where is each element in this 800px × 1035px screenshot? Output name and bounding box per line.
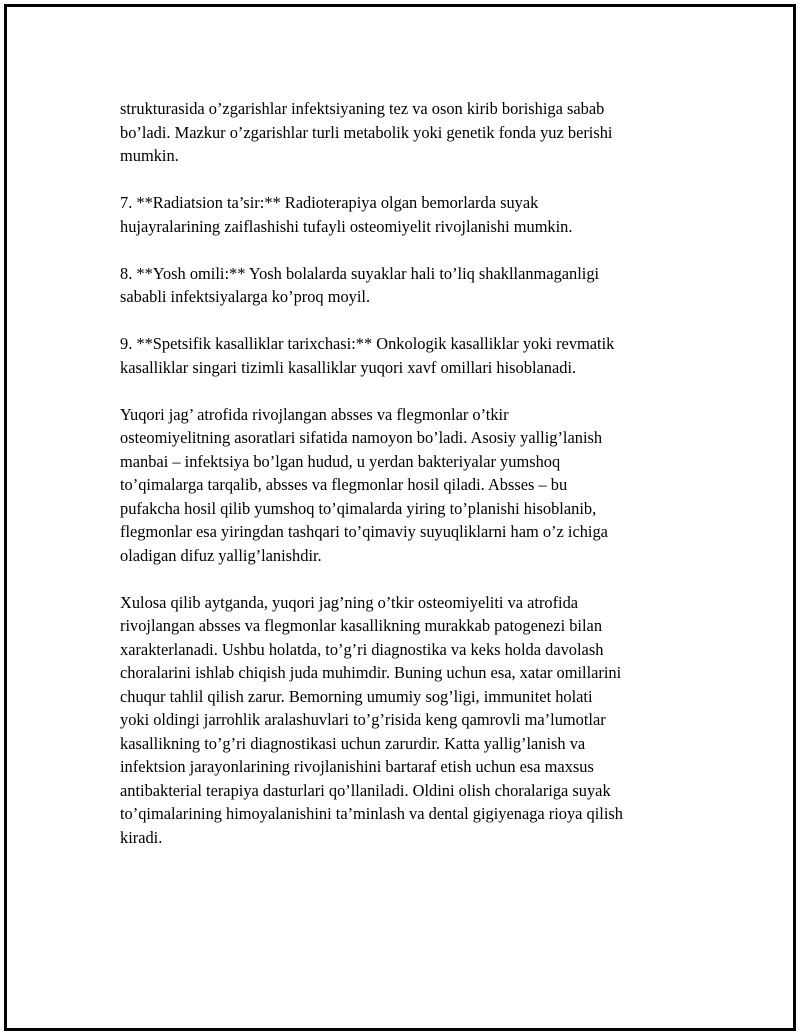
paragraph-continuation: strukturasida o’zgarishlar infektsiyaning tez va oson kirib borishiga sabab bo’ladi. Mazkur o’zgarishlar turli metabolik yoki genetik fonda yuz berishi mumkin. — [120, 99, 613, 165]
paragraph-conclusion: Xulosa qilib aytganda, yuqori jag’ning o’tkir osteomiyeliti va atrofida rivojlangan absses va flegmonlar kasallikning murakkab patogenezi bilan xarakterlanadi. Ushbu holatda, to’g’ri diagnostika va keks holda davolash choralarini ishlab chiqish juda muhimdir. Buning uchun esa, xatar omillarini chuqur tahlil qilish zarur. Bemorning umumiy sog’ligi, immunitet holati yoki oldingi jarrohlik aralashuvlari to’g’risida keng qamrovli ma’lumotlar kasallikning to’g’ri diagnostikasi uchun zarurdir. Katta yallig’lanish va infektsion jarayonlarining rivojlanishini bartaraf etish uchun esa maxsus antibakterial terapiya dasturlari qo’llaniladi. Oldini olish choralariga suyak to’qimalarining himoyalanishini ta’minlash va dental gigiyenaga rioya qilish kiradi. — [120, 592, 623, 847]
paragraph-item-7: 7. **Radiatsion ta’sir:** Radioterapiya olgan bemorlarda suyak hujayralarining zaiflashishi tufayli osteomiyelit rivojlanishi mumkin. — [120, 193, 573, 236]
paragraph-abscess: Yuqori jag’ atrofida rivojlangan absses va flegmonlar o’tkir osteomiyelitning asoratlari sifatida namoyon bo’ladi. Asosiy yallig’lanish manbai – infektsiya bo’lgan hudud, u yerdan bakteriyalar yumshoq to’qimalarga tarqalib, absses va flegmonlar hosil qiladi. Absses – bu pufakcha hosil qilib yumshoq to’qimalarda yiring to’planishi hisoblanib, flegmonlar esa yiringdan tashqari to’qimaviy suyuqliklarni ham o’z ichiga oladigan difuz yallig’lanishdir. — [120, 404, 608, 565]
page-border — [4, 4, 796, 1031]
paragraph-item-9: 9. **Spetsifik kasalliklar tarixchasi:** Onkologik kasalliklar yoki revmatik kasalliklar singari tizimli kasalliklar yuqori xavf omillari hisoblanadi. — [120, 334, 615, 377]
document-body — [120, 97, 696, 873]
paragraph-item-8: 8. **Yosh omili:** Yosh bolalarda suyaklar hali to’liq shakllanmaganligi sababli infektsiyalarga ko’proq moyil. — [120, 263, 600, 306]
